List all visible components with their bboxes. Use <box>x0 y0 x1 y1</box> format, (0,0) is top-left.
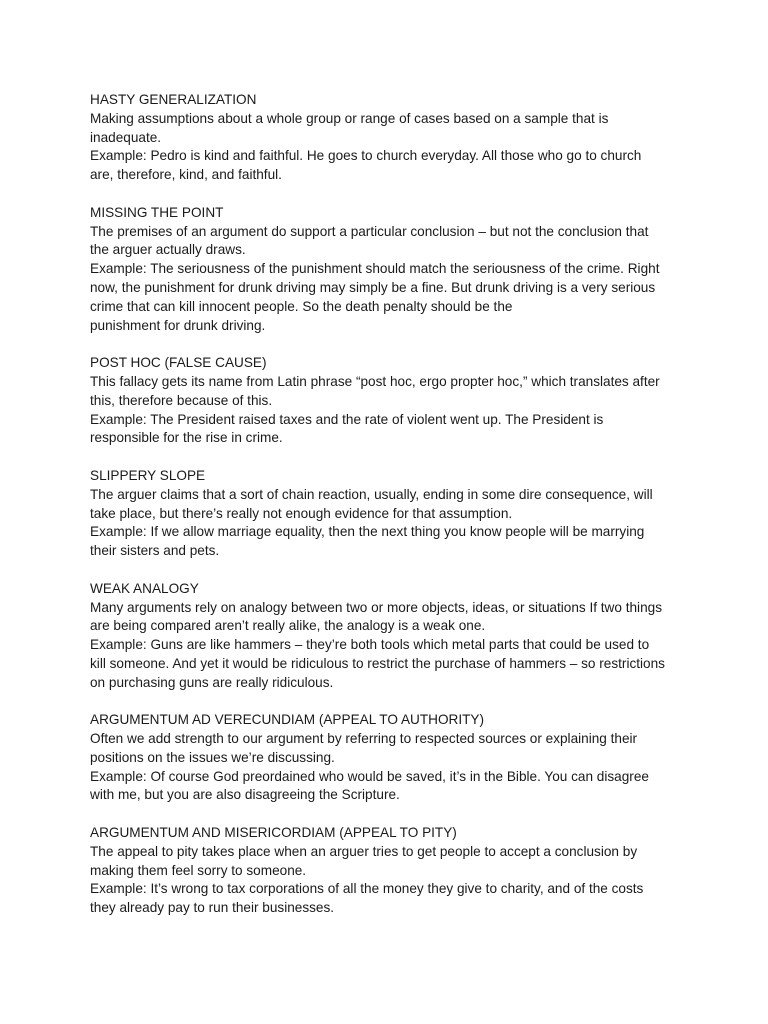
section-line: punishment for drunk driving. <box>90 317 266 333</box>
section-heading: POST HOC (FALSE CAUSE) <box>90 355 267 371</box>
section-line: are being compared aren’t really alike, the analogy is a weak one. <box>90 618 486 634</box>
section-line: their sisters and pets. <box>90 543 220 559</box>
section-hasty-generalization <box>90 91 680 185</box>
section-appeal-to-pity <box>90 824 680 918</box>
section-heading: HASTY GENERALIZATION <box>90 92 257 107</box>
section-line: Example: The seriousness of the punishment should match the seriousness of the crime. Right <box>90 261 660 277</box>
section-line: are, therefore, kind, and faithful. <box>90 167 282 183</box>
section-slippery-slope <box>90 467 680 561</box>
section-line: this, therefore because of this. <box>90 392 273 408</box>
section-line: take place, but there’s really not enough evidence for that assumption. <box>90 505 513 521</box>
section-line: responsible for the rise in crime. <box>90 430 283 446</box>
section-line: with me, but you are also disagreeing the Scripture. <box>90 787 400 803</box>
section-line: Example: Guns are like hammers – they’re both tools which metal parts that could be used to <box>90 637 650 653</box>
section-line: Making assumptions about a whole group or range of cases based on a sample that is <box>90 110 609 126</box>
section-line: they already pay to run their businesses. <box>90 900 335 916</box>
section-line: crime that can kill innocent people. So the death penalty should be the <box>90 298 513 314</box>
section-appeal-to-authority <box>90 711 680 805</box>
section-line: The appeal to pity takes place when an arguer tries to get people to accept a conclusion by <box>90 843 638 859</box>
section-line: Example: It’s wrong to tax corporations of all the money they give to charity, and of the costs <box>90 881 644 897</box>
section-post-hoc <box>90 354 680 448</box>
section-line: The premises of an argument do support a particular conclusion – but not the conclusion that <box>90 223 649 239</box>
section-line: kill someone. And yet it would be ridiculous to restrict the purchase of hammers – so restrictions <box>90 655 665 671</box>
section-line: on purchasing guns are really ridiculous. <box>90 674 334 690</box>
section-line: making them feel sorry to someone. <box>90 862 307 878</box>
section-line: Example: Pedro is kind and faithful. He goes to church everyday. All those who go to church <box>90 148 642 164</box>
section-line: Example: The President raised taxes and the rate of violent went up. The President is <box>90 411 604 427</box>
section-line: Example: Of course God preordained who would be saved, it’s in the Bible. You can disagree <box>90 768 649 784</box>
section-heading: MISSING THE POINT <box>90 204 224 220</box>
section-weak-analogy <box>90 580 680 693</box>
section-line: positions on the issues we’re discussing. <box>90 749 335 765</box>
section-line: Often we add strength to our argument by referring to respected sources or explaining their <box>90 731 638 747</box>
section-heading: WEAK ANALOGY <box>90 580 199 596</box>
section-line: Many arguments rely on analogy between two or more objects, ideas, or situations If two things <box>90 599 662 615</box>
section-line: the arguer actually draws. <box>90 242 246 258</box>
section-line: inadequate. <box>90 129 162 145</box>
section-heading: ARGUMENTUM AD VERECUNDIAM (APPEAL TO AUTHORITY) <box>90 712 485 728</box>
section-heading: SLIPPERY SLOPE <box>90 467 206 483</box>
document-page <box>90 91 680 937</box>
section-line: This fallacy gets its name from Latin phrase “post hoc, ergo propter hoc,” which translates after <box>90 373 660 389</box>
section-missing-the-point <box>90 204 680 336</box>
section-line: Example: If we allow marriage equality, then the next thing you know people will be marrying <box>90 524 645 540</box>
section-line: now, the punishment for drunk driving may simply be a fine. But drunk driving is a very serious <box>90 279 656 295</box>
section-line: The arguer claims that a sort of chain reaction, usually, ending in some dire consequence, will <box>90 486 653 502</box>
section-heading: ARGUMENTUM AND MISERICORDIAM (APPEAL TO PITY) <box>90 825 457 841</box>
